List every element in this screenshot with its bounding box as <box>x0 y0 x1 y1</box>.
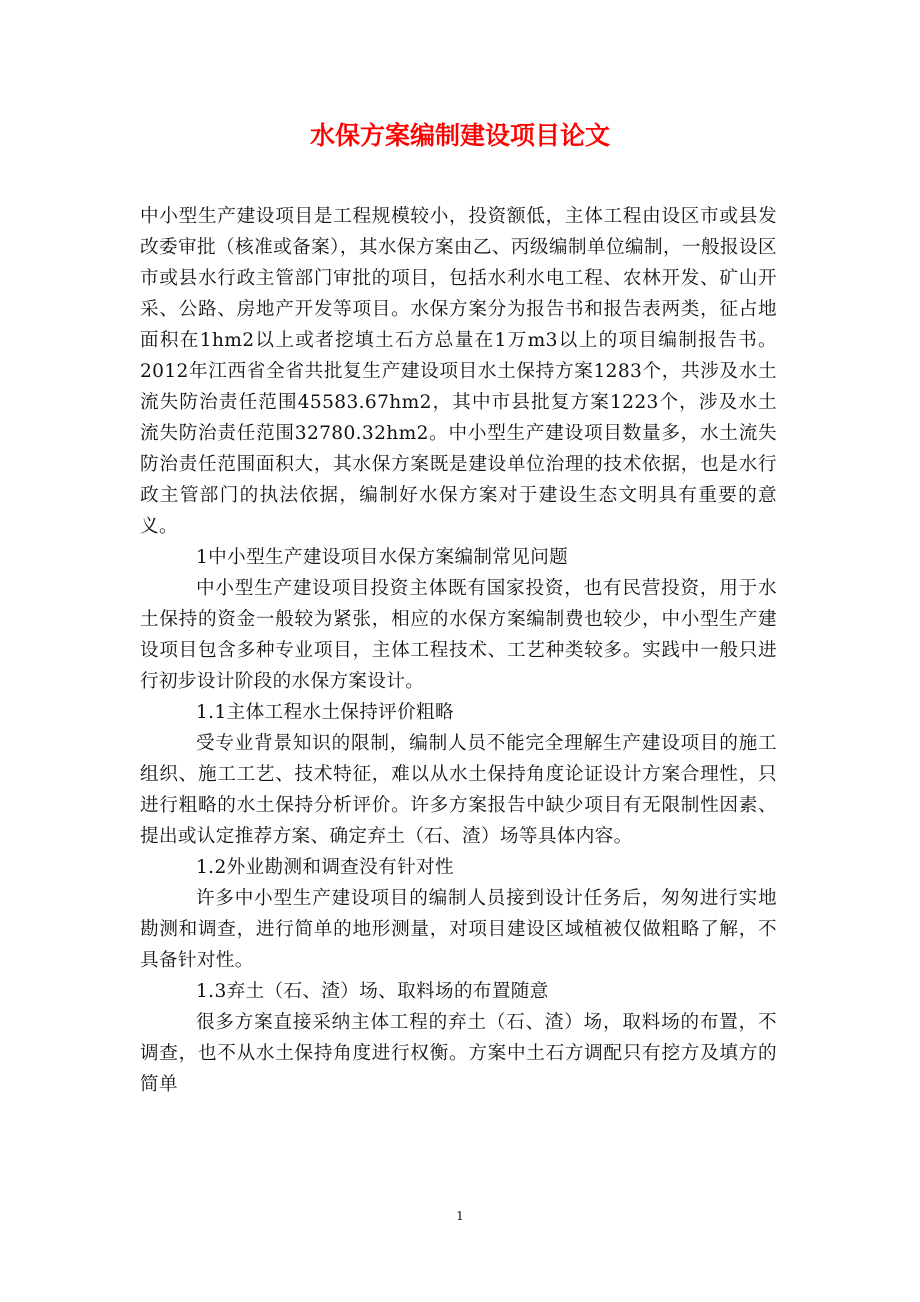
section-1-3-paragraph: 很多方案直接采纳主体工程的弃土（石、渣）场，取料场的布置，不调查，也不从水土保持角度进行权衡。方案中土石方调配只有挖方及填方的简单 <box>140 1012 777 1095</box>
section-heading-1: 1中小型生产建设项目水保方案编制常见问题 <box>196 547 569 568</box>
document-body <box>140 201 777 1100</box>
section-1-1-paragraph: 受专业背景知识的限制，编制人员不能完全理解生产建设项目的施工组织、施工工艺、技术特征，难以从水土保持角度论证设计方案合理性，只进行粗略的水土保持分析评价。许多方案报告中缺少项目有无限制性因素、提出或认定推荐方案、确定弃土（石、渣）场等具体内容。 <box>140 733 777 847</box>
document-title: 水保方案编制建设项目论文 <box>309 121 610 150</box>
section-1-2-paragraph: 许多中小型生产建设项目的编制人员接到设计任务后，匆匆进行实地勘测和调查，进行简单的地形测量，对项目建设区域植被仅做粗略了解，不具备针对性。 <box>140 888 777 971</box>
page-number: 1 <box>456 1209 464 1223</box>
intro-paragraph: 中小型生产建设项目是工程规模较小，投资额低，主体工程由设区市或县发改委审批（核准或备案），其水保方案由乙、丙级编制单位编制，一般报设区市或县水行政主管部门审批的项目，包括水利水电工程、农林开发、矿山开采、公路、房地产开发等项目。水保方案分为报告书和报告表两类，征占地面积在1hm2以上或者挖填土石方总量在1万m3以上的项目编制报告书。2012年江西省全省共批复生产建设项目水土保持方案1283个，共涉及水土流失防治责任范围45583.67hm2，其中市县批复方案1223个，涉及水土流失防治责任范围32780.32hm2。中小型生产建设项目数量多，水土流失防治责任范围面积大，其水保方案既是建设单位治理的技术依据，也是水行政主管部门的执法依据，编制好水保方案对于建设生态文明具有重要的意义。 <box>140 206 777 537</box>
section-heading-1-1: 1.1主体工程水土保持评价粗略 <box>196 702 454 723</box>
section-heading-1-3: 1.3弃土（石、渣）场、取料场的布置随意 <box>196 981 549 1002</box>
section-1-paragraph: 中小型生产建设项目投资主体既有国家投资，也有民营投资，用于水土保持的资金一般较为紧张，相应的水保方案编制费也较少，中小型生产建设项目包含多种专业项目，主体工程技术、工艺种类较多。实践中一般只进行初步设计阶段的水保方案设计。 <box>140 578 777 692</box>
section-heading-1-2: 1.2外业勘测和调查没有针对性 <box>196 857 454 878</box>
